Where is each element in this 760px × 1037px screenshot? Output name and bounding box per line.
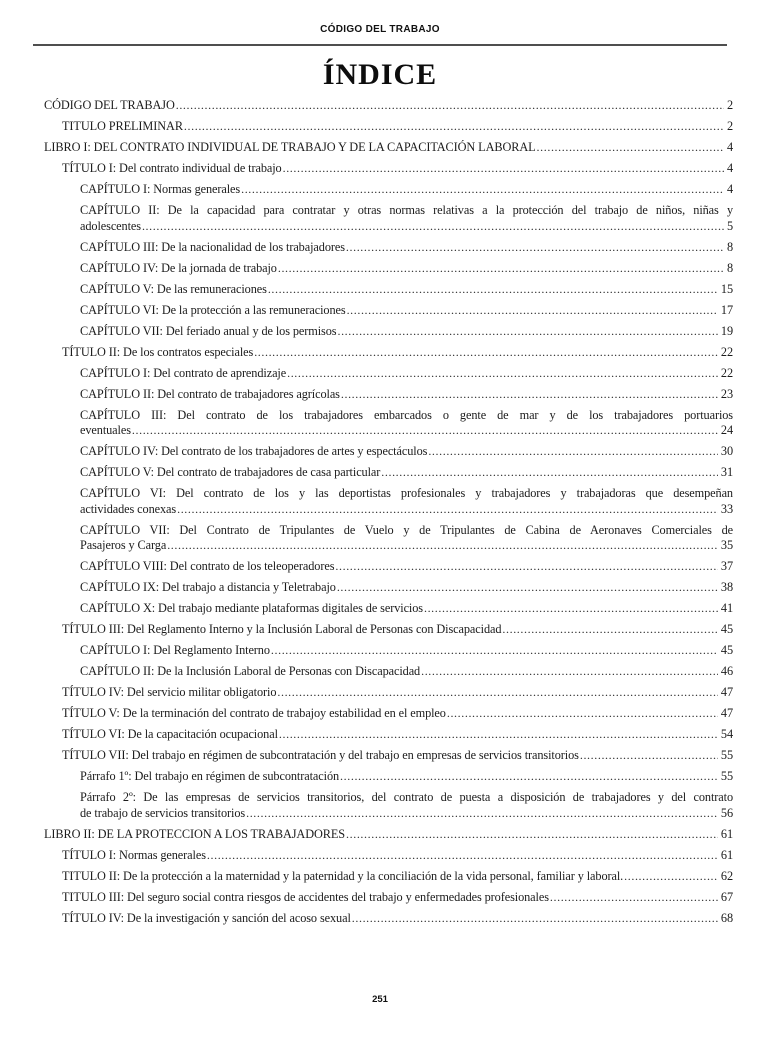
toc-entry-page-number: 46 xyxy=(720,664,733,678)
toc-entry xyxy=(44,486,733,517)
dot-leader xyxy=(447,706,718,722)
dot-leader xyxy=(184,119,724,135)
toc-entry-label: CAPÍTULO II: Del contrato de trabajadores agrícolas xyxy=(80,386,340,401)
toc-entry-page-number: 4 xyxy=(726,182,733,196)
toc-entry xyxy=(44,727,733,743)
dot-leader xyxy=(428,444,718,460)
dot-leader xyxy=(550,890,718,906)
toc-entry xyxy=(44,182,733,198)
toc-entry xyxy=(44,559,733,575)
dot-leader xyxy=(381,465,718,481)
toc-entry-label: CAPÍTULO I: Del contrato de aprendizaje xyxy=(80,365,287,380)
toc-entry-page-number: 37 xyxy=(720,559,733,573)
toc-entry-page-number: 17 xyxy=(720,302,733,317)
toc-entry-page-number: 19 xyxy=(720,323,733,338)
dot-leader xyxy=(176,98,724,114)
toc-entry xyxy=(44,261,733,277)
toc-entry xyxy=(44,643,733,659)
toc-entry-page-number: 45 xyxy=(720,622,733,636)
toc-entry-label: TÍTULO IV: De la investigación y sanción del acoso sexual xyxy=(62,910,351,925)
toc-list xyxy=(44,98,733,926)
toc-entry xyxy=(44,580,733,596)
toc-entry-wrapped-line: CAPÍTULO II: De la capacidad para contratar y otras normas relativas a la protección del trabajo de niños, niñas y xyxy=(80,203,733,217)
toc-entry-page-number: 47 xyxy=(720,685,733,699)
toc-entry-label: CAPÍTULO V: Del contrato de trabajadores de casa particular xyxy=(80,465,381,479)
toc-entry-page-number: 4 xyxy=(726,140,733,154)
toc-entry-label: CAPÍTULO III: De la nacionalidad de los trabajadores xyxy=(80,239,345,254)
toc-entry-label: TITULO PRELIMINAR xyxy=(62,119,183,133)
dot-leader xyxy=(287,366,718,382)
dot-leader xyxy=(268,282,718,298)
toc-entry-page-number: 45 xyxy=(720,643,733,657)
toc-entry-label: TÍTULO I: Normas generales xyxy=(62,847,206,862)
toc-entry-page-number: 47 xyxy=(720,706,733,720)
toc-entry-label: CAPÍTULO I: Normas generales xyxy=(80,182,241,196)
toc-entry xyxy=(44,622,733,638)
toc-entry xyxy=(44,869,733,885)
dot-leader xyxy=(283,161,724,177)
toc-entry-label: CAPÍTULO VI: De la protección a las remuneraciones xyxy=(80,302,346,317)
toc-entry-label: eventuales xyxy=(80,423,131,437)
toc-entry-page-number: 5 xyxy=(726,218,733,233)
dot-leader xyxy=(337,324,717,340)
dot-leader xyxy=(142,219,724,235)
toc-entry-page-number: 35 xyxy=(720,538,733,552)
toc-entry-page-number: 55 xyxy=(720,748,733,762)
toc-entry xyxy=(44,324,733,340)
toc-entry-page-number: 31 xyxy=(720,465,733,479)
toc-entry-page-number: 22 xyxy=(720,365,733,380)
dot-leader xyxy=(502,622,717,638)
toc-entry-page-number: 24 xyxy=(720,423,733,437)
dot-leader xyxy=(177,502,718,518)
toc-entry xyxy=(44,119,733,135)
dot-leader xyxy=(346,240,724,256)
toc-entry-label: CAPÍTULO IV: Del contrato de los trabajadores de artes y espectáculos xyxy=(80,444,428,458)
toc-entry xyxy=(44,387,733,403)
toc-entry-label: TÍTULO V: De la terminación del contrato de trabajoy estabilidad en el empleo xyxy=(62,706,446,720)
dot-leader xyxy=(279,727,718,743)
toc-entry-label: TÍTULO III: Del Reglamento Interno y la Inclusión Laboral de Personas con Discapacidad xyxy=(62,622,502,636)
toc-entry xyxy=(44,848,733,864)
header-rule xyxy=(33,44,727,46)
dot-leader xyxy=(421,664,718,680)
toc-entry-page-number: 15 xyxy=(720,281,733,296)
toc-entry-label: TITULO III: Del seguro social contra riesgos de accidentes del trabajo y enfermedades profesionales xyxy=(62,889,549,904)
dot-leader xyxy=(346,827,718,843)
toc-entry-label: TÍTULO VII: Del trabajo en régimen de subcontratación y del trabajo en empresas de servicios transitorios xyxy=(62,748,579,762)
dot-leader xyxy=(335,559,717,575)
running-header: CÓDIGO DEL TRABAJO xyxy=(320,24,440,35)
toc-entry xyxy=(44,161,733,177)
dot-leader xyxy=(277,685,718,701)
toc-entry-page-number: 61 xyxy=(720,847,733,862)
dot-leader xyxy=(340,769,718,785)
dot-leader xyxy=(246,806,718,822)
dot-leader xyxy=(537,140,724,156)
toc-entry xyxy=(44,601,733,617)
toc-entry xyxy=(44,282,733,298)
toc-entry xyxy=(44,465,733,481)
toc-entry-label: TÍTULO I: Del contrato individual de trabajo xyxy=(62,161,282,175)
toc-entry-wrapped-line: Párrafo 2º: De las empresas de servicios transitorios, del contrato de puesta a disposición de trabajadores y del contrato xyxy=(80,790,733,804)
dot-leader xyxy=(424,601,718,617)
toc-entry-label: TÍTULO II: De los contratos especiales xyxy=(62,344,254,359)
toc-entry xyxy=(44,790,733,821)
dot-leader xyxy=(624,869,718,885)
dot-leader xyxy=(337,580,718,596)
toc-entry-label: CAPÍTULO IX: Del trabajo a distancia y Teletrabajo xyxy=(80,580,336,594)
toc-entry xyxy=(44,523,733,554)
toc-entry xyxy=(44,203,733,234)
dot-leader xyxy=(352,911,718,927)
dot-leader xyxy=(580,748,718,764)
dot-leader xyxy=(347,303,718,319)
toc-entry-page-number: 22 xyxy=(720,344,733,359)
toc-entry-label: CÓDIGO DEL TRABAJO xyxy=(44,98,175,112)
toc-entry-page-number: 33 xyxy=(720,501,733,516)
toc-entry-label: Pasajeros y Carga xyxy=(80,538,167,552)
toc-entry-label: CAPÍTULO VII: Del feriado anual y de los permisos xyxy=(80,323,337,338)
dot-leader xyxy=(132,423,718,439)
toc-entry-page-number: 68 xyxy=(720,910,733,925)
toc-entry-page-number: 41 xyxy=(720,601,733,615)
toc-entry-page-number: 55 xyxy=(720,769,733,783)
toc-entry xyxy=(44,408,733,439)
toc-entry xyxy=(44,345,733,361)
toc-entry-label: CAPÍTULO X: Del trabajo mediante plataformas digitales de servicios xyxy=(80,601,423,615)
dot-leader xyxy=(341,387,718,403)
toc-entry-page-number: 38 xyxy=(720,580,733,594)
toc-entry-wrapped-line: CAPÍTULO VI: Del contrato de los y las deportistas profesionales y trabajadores y trabajadoras que desempeñan xyxy=(80,486,733,500)
toc-entry-label: LIBRO I: DEL CONTRATO INDIVIDUAL DE TRABAJO Y DE LA CAPACITACIÓN LABORAL xyxy=(44,140,536,154)
toc-entry xyxy=(44,748,733,764)
toc-entry-page-number: 67 xyxy=(720,889,733,904)
toc-entry xyxy=(44,911,733,927)
toc-entry-label: LIBRO II: DE LA PROTECCION A LOS TRABAJADORES xyxy=(44,826,346,841)
footer-page-number: 251 xyxy=(372,994,388,1005)
toc-entry-page-number: 23 xyxy=(720,386,733,401)
toc-entry xyxy=(44,706,733,722)
toc-entry xyxy=(44,444,733,460)
toc-entry xyxy=(44,890,733,906)
toc-entry-page-number: 8 xyxy=(726,239,733,254)
toc-entry xyxy=(44,366,733,382)
toc-entry-label: de trabajo de servicios transitorios xyxy=(80,805,246,820)
toc-entry-wrapped-line: CAPÍTULO VII: Del Contrato de Tripulantes de Vuelo y de Tripulantes de Cabina de Aeronaves Comerciales de xyxy=(80,522,733,537)
dot-leader xyxy=(278,261,724,277)
toc-entry xyxy=(44,664,733,680)
toc-entry-label: CAPÍTULO II: De la Inclusión Laboral de Personas con Discapacidad xyxy=(80,664,421,678)
toc-entry xyxy=(44,240,733,256)
dot-leader xyxy=(241,182,724,198)
toc-entry-page-number: 4 xyxy=(726,161,733,175)
toc-entry xyxy=(44,769,733,785)
toc-entry-page-number: 2 xyxy=(726,119,733,133)
toc-entry xyxy=(44,140,733,156)
toc-entry-label: CAPÍTULO VIII: Del contrato de los teleoperadores xyxy=(80,559,335,573)
dot-leader xyxy=(207,848,718,864)
toc-entry-page-number: 2 xyxy=(726,98,733,112)
dot-leader xyxy=(254,345,718,361)
toc-entry xyxy=(44,685,733,701)
toc-entry-page-number: 30 xyxy=(720,444,733,458)
toc-entry xyxy=(44,98,733,114)
toc-entry-label: adolescentes xyxy=(80,218,141,233)
dot-leader xyxy=(271,643,718,659)
toc-entry-label: TITULO II: De la protección a la maternidad y la paternidad y la conciliación de la vida personal, familiar y laboral. xyxy=(62,868,624,883)
toc-entry-label: CAPÍTULO V: De las remuneraciones xyxy=(80,281,267,296)
dot-leader xyxy=(167,538,718,554)
toc-entry-wrapped-line: CAPÍTULO III: Del contrato de los trabajadores embarcados o gente de mar y de los trabajadores portuarios xyxy=(80,407,733,422)
toc-entry-page-number: 62 xyxy=(720,868,733,883)
toc-entry-label: actividades conexas xyxy=(80,501,177,516)
toc-entry-label: CAPÍTULO IV: De la jornada de trabajo xyxy=(80,260,277,275)
toc-entry-page-number: 61 xyxy=(720,826,733,841)
toc-entry-page-number: 8 xyxy=(726,260,733,275)
toc-entry xyxy=(44,303,733,319)
toc-entry xyxy=(44,827,733,843)
toc-entry-label: Párrafo 1º: Del trabajo en régimen de subcontratación xyxy=(80,769,340,783)
toc-entry-page-number: 54 xyxy=(720,727,733,741)
page-title: ÍNDICE xyxy=(322,58,438,91)
toc-entry-label: CAPÍTULO I: Del Reglamento Interno xyxy=(80,643,270,657)
toc-entry-page-number: 56 xyxy=(720,805,733,820)
toc-entry-label: TÍTULO VI: De la capacitación ocupacional xyxy=(62,727,278,741)
toc-entry-label: TÍTULO IV: Del servicio militar obligatorio xyxy=(62,685,277,699)
